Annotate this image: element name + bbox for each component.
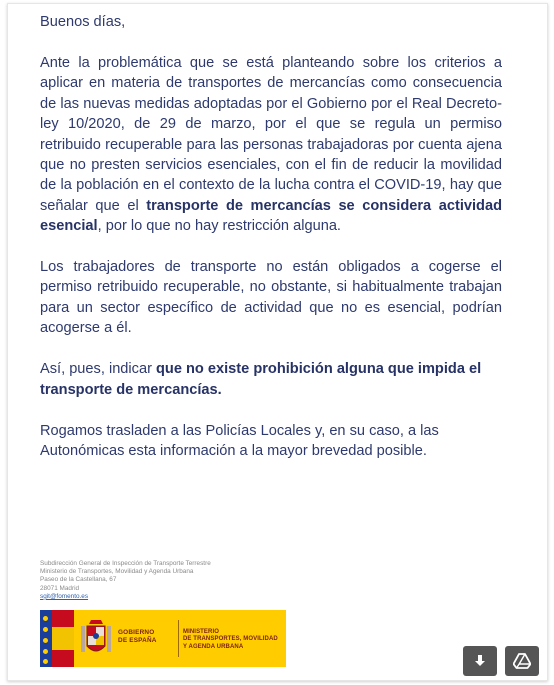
greeting: Buenos días, xyxy=(40,14,126,30)
gobierno-logo xyxy=(40,610,286,667)
google-drive-icon xyxy=(513,653,531,669)
download-icon xyxy=(473,654,487,668)
paragraph-4: Rogamos trasladen a las Policías Locales y, en su caso, a las Autonómicas esta información a la mayor brevedad posible. xyxy=(40,422,439,459)
coat-of-arms-icon xyxy=(74,610,118,667)
paragraph-1-bold: transporte de mercancías se considera actividad esencial xyxy=(40,197,502,235)
gobierno-line-2: DE ESPAÑA xyxy=(118,636,157,644)
paragraph-3-bold: que no existe prohibición alguna que impida el transporte de mercancías. xyxy=(40,361,482,398)
logo-divider xyxy=(178,620,179,657)
paragraph-1 xyxy=(40,53,502,237)
paragraph-1-end: , por lo que no hay restricción alguna. xyxy=(97,218,341,235)
paragraph-1-text: Ante la problemática que se está planteando sobre los criterios a aplicar en materia de transportes de mercancías como consecuencia de las nuevas medidas adoptadas por el Gobierno por el Real Decreto-ley 10/2020, de 29 de marzo, por el que se regula un permiso retribuido recuperable para las personas trabajadoras por cuenta ajena que no presten servicios esenciales, con el fin de reducir la movilidad de la población en el contexto de la lucha contra el COVID-19, hay que señalar que el xyxy=(40,54,502,214)
paragraph-3-text: Así, pues, indicar xyxy=(40,361,156,378)
address-line-3: Paseo de la Castellana, 67 xyxy=(40,576,117,584)
ministerio-line-1: MINISTERIO xyxy=(183,629,220,635)
letter-body xyxy=(40,12,502,482)
email-link[interactable]: sgit@fomento.es xyxy=(40,592,89,600)
signature-address xyxy=(40,560,340,601)
ministerio-text xyxy=(183,610,286,667)
ministerio-line-2: DE TRANSPORTES, MOVILIDAD xyxy=(183,636,278,643)
gobierno-line-1: GOBIERNO xyxy=(118,629,155,636)
ministerio-line-3: Y AGENDA URBANA xyxy=(183,643,244,650)
spain-flag-icon xyxy=(52,610,74,667)
address-line-4: 28071 Madrid xyxy=(40,584,80,592)
download-button[interactable] xyxy=(463,646,497,676)
address-line-1: Subdirección General de Inspección de Transporte Terrestre xyxy=(40,560,211,567)
paragraph-2: Los trabajadores de transporte no están obligados a cogerse el permiso retribuido recuperable, no obstante, si habitualmente trabajan para un sector específico de actividad que no es esencial, podrían acogerse a él. xyxy=(40,259,502,337)
save-to-drive-button[interactable] xyxy=(505,646,539,676)
eu-stars-icon xyxy=(40,610,52,667)
paragraph-3 xyxy=(40,359,502,400)
address-line-2: Ministerio de Transportes, Movilidad y Agenda Urbana xyxy=(40,568,194,576)
gobierno-text xyxy=(118,610,174,667)
